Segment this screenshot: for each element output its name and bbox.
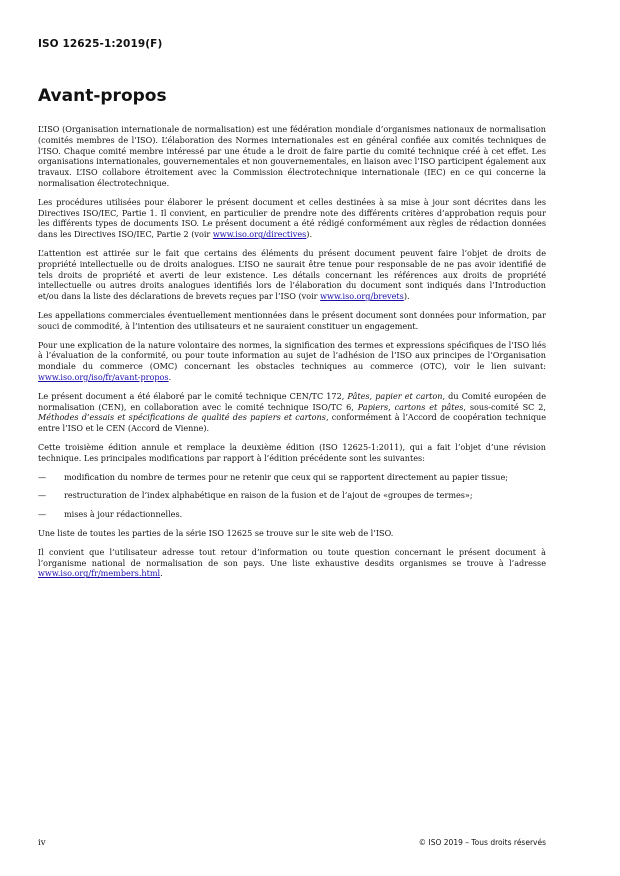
committee-title-iso: Papiers, cartons et pâtes	[357, 401, 464, 412]
dash-bullet: —	[38, 471, 47, 482]
dash-bullet: —	[38, 490, 47, 501]
paragraph-patents	[38, 248, 546, 302]
paragraph-edition: Cette troisième édition annule et remplace la deuxième édition (ISO 12625-1:2011), qui a fait l’objet d’une révision technique. Les principales modifications par rapport à l’édition précédente sont les suivantes:	[38, 441, 546, 463]
paragraph-text: Le présent document a été élaboré par le comité technique CEN/TC 172,	[38, 390, 348, 401]
paragraph-voluntary-nature	[38, 340, 546, 383]
paragraph-text: L’attention est attirée sur le fait que certains des éléments du présent document peuvent faire l’objet de droits de propriété intellectuelle ou de droits analogues. L’ISO ne saurait être tenue pour responsable de ne pas avoir identifié de tels droits de propriété et averti de leur existence. Les détails concernant les références aux droits de propriété intellectuelle ou autres droits analogues identifiés lors de l’élaboration du document sont indiqués dans l’Introduction et/ou dans la liste des déclarations de brevets reçues par l’ISO (voir	[38, 247, 546, 302]
list-item-text: mises à jour rédactionnelles.	[64, 509, 183, 520]
list-item	[38, 490, 546, 501]
paragraph-text: ).	[403, 291, 410, 302]
paragraph-text: .	[168, 371, 172, 382]
paragraph-text: , conformément à l’Accord de coopération technique entre l’ISO et le CEN (Accord de Vienne).	[38, 412, 547, 434]
foreword-body	[38, 124, 546, 587]
list-item	[38, 509, 546, 520]
paragraph-text: Il convient que l’utilisateur adresse tout retour d’information ou toute question concernant le présent document à l’organisme national de normalisation de son pays. Une liste exhaustive desdits organismes se trouve à l’adresse	[38, 546, 546, 568]
list-item-text: restructuration de l’index alphabétique en raison de la fusion et de l’ajout de «groupes de termes»;	[64, 490, 473, 501]
paragraph-text: , du Comité européen de normalisation (CEN), en collaboration avec le comité technique ISO/TC 6,	[38, 390, 546, 412]
paragraph-text: .	[160, 568, 163, 579]
foreword-link[interactable]: www.iso.org/iso/fr/avant-propos	[38, 371, 169, 382]
directives-link[interactable]: www.iso.org/directives	[212, 229, 307, 240]
paragraph-trade-names: Les appellations commerciales éventuellement mentionnées dans le présent document sont données pour information, par souci de commodité, à l’intention des utilisateurs et ne sauraient constituer un engagement.	[38, 309, 546, 331]
paragraph-text: ).	[306, 229, 313, 240]
list-item	[38, 472, 546, 483]
list-item-text: modification du nombre de termes pour ne retenir que ceux qui se rapportent directement au papier tissue;	[64, 471, 508, 482]
paragraph-iso-intro: L’ISO (Organisation internationale de normalisation) est une fédération mondiale d’organismes nationaux de normalisation (comités membres de l’ISO). L’élaboration des Normes internationales est en général confiée aux comités techniques de l’ISO. Chaque comité membre intéressé par une étude a le droit de faire partie du comité technique créé à cet effet. Les organisations internationales, gouvernementales et non gouvernementales, en liaison avec l’ISO participent également aux travaux. L’ISO collabore étroitement avec la Commission électrotechnique internationale (IEC) en ce qui concerne la normalisation électrotechnique.	[38, 124, 546, 188]
paragraph-series-list: Une liste de toutes les parties de la série ISO 12625 se trouve sur le site web de l’ISO.	[38, 527, 394, 538]
committee-title-cen: Pâtes, papier et carton	[347, 390, 443, 401]
page-title: Avant-propos	[38, 86, 167, 106]
dash-bullet: —	[38, 509, 47, 520]
copyright-notice: © ISO 2019 – Tous droits réservés	[418, 838, 546, 847]
page-number: iv	[38, 838, 46, 848]
paragraph-committee	[38, 391, 546, 434]
paragraph-text: Les procédures utilisées pour élaborer le présent document et celles destinées à sa mise à jour sont décrites dans les Directives ISO/IEC, Partie 1. Il convient, en particulier de prendre note des différents critères d’approbation requis pour les différents types de documents ISO. Le présent document a été rédigé conformément aux règles de rédaction données dans les Directives ISO/IEC, Partie 2 (voir	[38, 196, 546, 240]
patents-link[interactable]: www.iso.org/brevets	[320, 291, 404, 302]
members-link[interactable]: www.iso.org/fr/members.html	[38, 568, 161, 579]
paragraph-text: , sous-comité SC 2,	[463, 401, 546, 412]
paragraph-procedures	[38, 197, 546, 240]
subcommittee-title: Méthodes d’essais et spécifications de qualité des papiers et cartons	[38, 412, 326, 423]
paragraph-text: Pour une explication de la nature volontaire des normes, la signification des termes et expressions spécifiques de l’ISO liés à l’évaluation de la conformité, ou pour toute information au sujet de l’adhésion de l’ISO aux principes de l’Organisation mondiale du commerce (OMC) concernant les obstacles techniques au commerce (OTC), voir le lien suivant:	[38, 339, 546, 372]
document-id: ISO 12625-1:2019(F)	[38, 38, 163, 50]
paragraph-feedback	[38, 547, 546, 579]
